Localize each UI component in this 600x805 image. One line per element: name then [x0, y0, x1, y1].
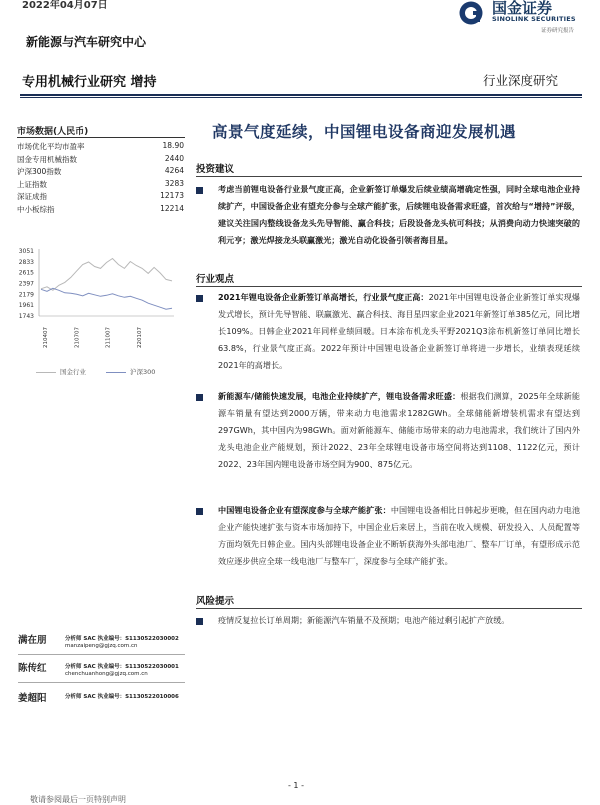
- market-data-label: 深证成指: [17, 192, 47, 201]
- market-data-label: 中小板综指: [17, 204, 55, 214]
- market-data-value: 4264: [164, 166, 184, 175]
- x-tick-label: 220107: [136, 327, 143, 348]
- bullet-icon: [196, 618, 203, 625]
- y-tick-label: 3051: [18, 248, 34, 255]
- invest-heading: 投资建议: [196, 164, 235, 175]
- analyst-cert: 分析师 SAC 执业编号：S1130522030002: [65, 636, 179, 642]
- industry-rating: 专用机械行业研究 增持: [22, 75, 157, 90]
- bullet-icon: [196, 394, 203, 401]
- market-data-value: 18.90: [162, 141, 184, 150]
- view-paragraph-2: [218, 388, 580, 473]
- market-data-row: [17, 154, 184, 165]
- view-paragraph-2-lead: 新能源车/储能快速发展，电池企业持续扩产，锂电设备需求旺盛：: [218, 391, 461, 401]
- market-data-value: 2440: [164, 153, 184, 163]
- market-data-label: 沪深300指数: [17, 167, 62, 176]
- logo-subtitle: 证券研究报告: [541, 28, 575, 34]
- x-tick-label: 210407: [43, 327, 49, 348]
- index-chart: [14, 243, 186, 383]
- analyst-email[interactable]: chenchuanhong@gjzq.com.cn: [65, 671, 148, 677]
- risk-heading-rule: [196, 608, 582, 609]
- view-paragraph-3-body: 中国锂电设备相比日韩起步更晚，但在国内动力电池企业产能快速扩张与资本市场加持下，中国企业后来居上，当前在收入规模、研发投入、人员配置等方面均领先日韩企业。国内头部锂电设备企业不断斩获海外头部电池厂、整车厂订单，有望形成示范效应逐步供应全球一线电池厂与整车厂，深度参与全球产能扩张。: [218, 505, 580, 566]
- research-center-name: 新能源与汽车研究中心: [26, 35, 147, 49]
- page-number: - 1 -: [288, 781, 304, 790]
- x-tick-label: 211007: [105, 327, 112, 348]
- y-tick-label: 2179: [18, 291, 34, 299]
- analyst-divider: [18, 654, 185, 655]
- y-tick-label: 1961: [18, 302, 34, 310]
- y-tick-label: 2833: [18, 258, 34, 266]
- market-data-label: 上证指数: [17, 179, 47, 189]
- report-date: 2022年04月07日: [22, 0, 108, 11]
- market-data-label: 国金专用机械指数: [17, 154, 77, 164]
- view-paragraph-1: [218, 289, 580, 374]
- report-title: 高景气度延续，中国锂电设备商迎发展机遇: [212, 123, 517, 141]
- market-data-value: 3283: [164, 178, 184, 188]
- legend-swatch-hs300: [106, 372, 126, 373]
- logo-english-name: SINOLINK SECURITIES: [492, 15, 576, 23]
- x-tick-label: 210707: [74, 327, 81, 348]
- legend-label-hs300: 沪深300: [130, 368, 156, 376]
- view-paragraph-3: [218, 502, 580, 570]
- view-paragraph-2-body: 根据我们测算，2025年全球新能源车销量有望达到2000万辆，带来动力电池需求1282GWh。全球储能新增装机需求有望达到297GWh，其中国内为98GWh。面对新能源车、储能市场带来的动力电池需求，我们统计了国内外龙头电池企业产能规划，预计2022、23年全球锂电设备市场空间将达到1108、1122亿元，预计2022、23年国内锂电设备市场空间为900、875亿元。: [218, 391, 580, 469]
- market-data-row: [17, 166, 184, 177]
- market-data-label: 市场优化平均市盈率: [17, 142, 85, 151]
- view-heading-rule: [196, 286, 582, 287]
- analyst-name: 陈传红: [18, 663, 47, 674]
- analyst-cert: 分析师 SAC 执业编号：S1130522030001: [65, 664, 179, 670]
- report-type: 行业深度研究: [483, 73, 559, 88]
- market-data-value: 12214: [160, 203, 184, 213]
- bullet-icon: [196, 187, 203, 194]
- legend-label-industry: 国金行业: [60, 368, 86, 376]
- analyst-name: 姜超阳: [18, 693, 47, 704]
- invest-heading-rule: [196, 176, 582, 177]
- market-data-row: [17, 204, 184, 215]
- risk-text: 疫情反复拉长订单周期；新能源汽车销量不及预期；电池产能过剩引起扩产放缓。: [218, 615, 510, 625]
- analyst-divider: [18, 682, 185, 683]
- logo-chinese-name: 国金证券: [492, 0, 553, 17]
- market-data-title: 市场数据(人民币): [17, 127, 89, 137]
- market-data-row: [17, 141, 184, 152]
- series-line-industry: [41, 259, 172, 291]
- market-data-row: [17, 191, 184, 202]
- y-tick-label: 2615: [18, 269, 34, 277]
- view-paragraph-1-body: 2021年中国锂电设备企业新签订单实现爆发式增长，预计先导智能、联赢激光、赢合科技、海目星四家企业2021年新签订单385亿元，同比增长109%。日韩企业2021年同样业绩回暖。日本涂布机龙头平野2021Q3涂布机新签订单同比增长63.8%，行业景气度正高。2022年预计中国锂电设备企业新签订单将进一步增长，业绩表现延续2021年的高增长。: [218, 292, 580, 370]
- view-paragraph-3-lead: 中国锂电设备企业有望深度参与全球产能扩张：: [218, 505, 391, 515]
- y-tick-label: 2397: [18, 280, 34, 288]
- view-heading: 行业观点: [196, 274, 235, 285]
- header-divider-thin: [20, 97, 582, 98]
- sinolink-logo-icon: [458, 0, 486, 26]
- y-tick-label: 1743: [18, 313, 34, 320]
- market-data-divider: [17, 137, 185, 138]
- bullet-icon: [196, 295, 203, 302]
- view-paragraph-1-lead: 2021年锂电设备企业新签订单高增长，行业景气度正高：: [218, 292, 429, 302]
- header-divider: [20, 94, 582, 96]
- disclaimer-note: 敬请参阅最后一页特别声明: [30, 795, 126, 804]
- analyst-email[interactable]: manzaipeng@gjzq.com.cn: [65, 643, 138, 649]
- analyst-name: 满在朋: [18, 635, 47, 646]
- analyst-cert: 分析师 SAC 执业编号：S1130522010006: [65, 694, 179, 700]
- market-data-value: 12173: [160, 191, 184, 200]
- series-line-hs300: [41, 288, 172, 309]
- legend-swatch-industry: [36, 372, 56, 373]
- invest-text: 考虑当前锂电设备行业景气度正高，企业新签订单爆发后续业绩高增确定性强，同时全球电池企业持续扩产，中国设备企业有望充分参与全球产能扩张，后续锂电设备需求旺盛，首次给与“增持”评级，建议关注国内整线设备龙头先导智能、赢合科技；后段设备龙头杭可科技；从消费向动力快速突破的利元亨；激光焊接龙头联赢激光；激光自动化设备引领者海目星。: [218, 184, 580, 245]
- risk-heading: 风险提示: [196, 596, 235, 607]
- market-data-row: [17, 179, 184, 190]
- bullet-icon: [196, 508, 203, 515]
